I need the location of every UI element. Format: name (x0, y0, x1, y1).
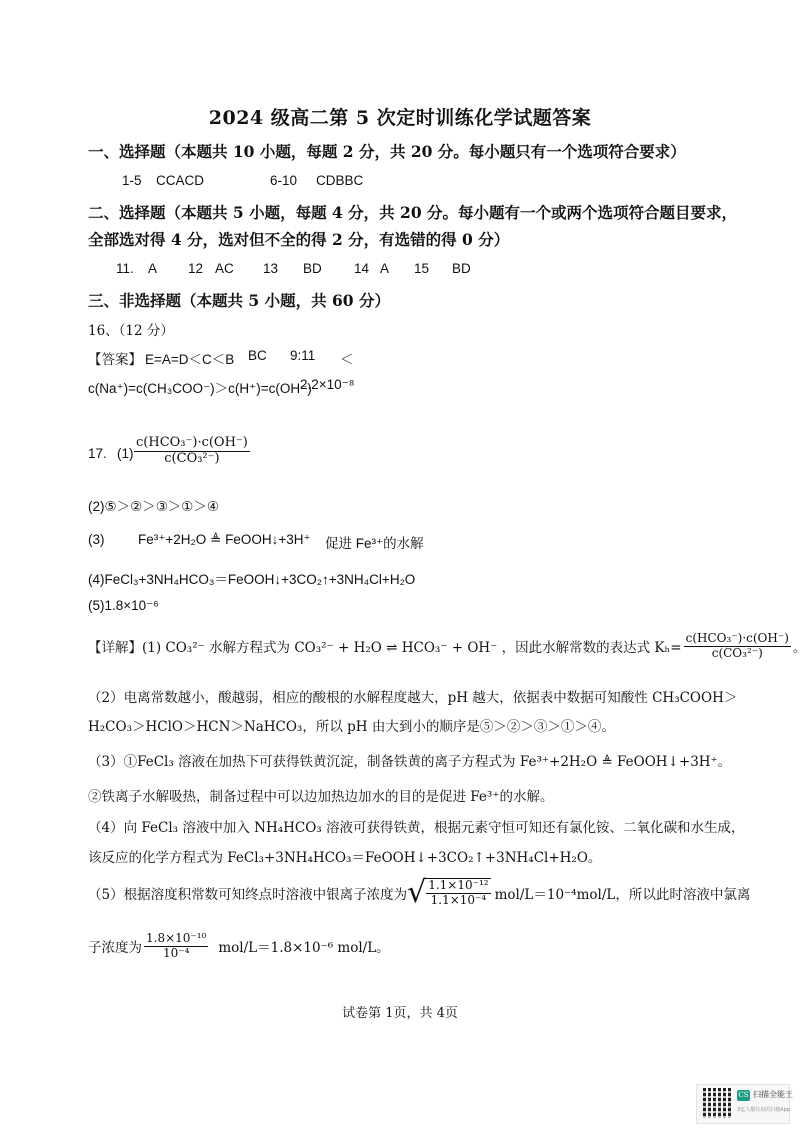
s2-ans-14: A (380, 261, 390, 276)
scanner-name: 扫描全能王 (753, 1090, 793, 1099)
section3-heading: 三、非选择题（本题共 5 小题，共 60 分） (88, 291, 390, 310)
s2-ans-15: BD (452, 261, 471, 276)
detail-1 (88, 632, 806, 661)
q17-p3-label: (3) (88, 532, 105, 547)
s2-no-11: 11. (116, 261, 134, 276)
q17-frac-den: c(CO₃²⁻) (164, 450, 220, 466)
detail-4-line2: 该反应的化学方程式为 FeCl₃+3NH₄HCO₃＝FeOOH↓+3CO₂↑+3NH₄Cl+H₂O。 (88, 850, 602, 866)
q16-ans2: BC (248, 348, 267, 363)
q16-label: 16、（12 分） (88, 323, 174, 339)
s2-no-14: 14 (354, 261, 370, 276)
q16-ans6: 2.2×10⁻⁸ (300, 377, 355, 392)
detail-5-line1: （5）根据溶度积常数可知终点时溶液中银离子浓度为 √ $\frac{\text{1.1×10⁻¹²}}{\text{1.1×10⁻⁴}}$ mol/L＝10⁻⁴mol/L，所以此时溶液中氯离 (88, 875, 751, 910)
q17-p3-eq: Fe³⁺+2H₂O ≜ FeOOH↓+3H⁺ (138, 532, 311, 547)
q17-p1: (1) (117, 446, 134, 461)
detail-5-den2: 10⁻⁴ (162, 945, 190, 960)
q16-ans3: 9:11 (290, 348, 316, 363)
q16-ans4: ＜ (340, 352, 354, 367)
scanner-watermark (696, 1084, 793, 1124)
s2-ans-12: AC (215, 261, 234, 276)
detail-2-line2: H₂CO₃＞HClO＞HCN＞NaHCO₃，所以 pH 由大到小的顺序是⑤＞②＞③＞①＞④。 (88, 719, 615, 735)
detail-1-den: c(CO₃²⁻) (711, 645, 763, 660)
section1-heading: 一、选择题（本题共 10 小题，每题 2 分，共 20 分。每小题只有一个选项符合要求） (88, 142, 686, 161)
detail-5-text-a: （5）根据溶度积常数可知终点时溶液中银离子浓度为 (88, 887, 408, 903)
page-title: 2024 级高二第 5 次定时训练化学试题答案 (208, 107, 592, 129)
detail-3-line1: （3）①FeCl₃ 溶液在加热下可获得铁黄沉淀，制备铁黄的离子方程式为 Fe³⁺+2H₂O ≜ FeOOH↓+3H⁺。 (88, 754, 732, 770)
detail-1-text: 【详解】(1) CO₃²⁻ 水解方程式为 CO₃²⁻ + H₂O ⇌ HCO₃⁻ + OH⁻ ，因此水解常数的表达式 Kₕ= (88, 640, 682, 657)
s2-ans-13: BD (303, 261, 322, 276)
scanner-logo-icon: CS (738, 1091, 749, 1099)
scanner-subtitle: 3亿人都在用的扫描App (737, 1107, 790, 1113)
detail-2-line1: （2）电离常数越小，酸越弱，相应的酸根的水解程度越大，pH 越大，依据表中数据可知酸性 CH₃COOH＞ (88, 690, 738, 706)
s2-no-12: 12 (188, 261, 204, 276)
page-footer: 试卷第 1页，共 4页 (342, 1006, 458, 1021)
s1-range1: 1-5 (122, 173, 142, 188)
detail-4-line1: （4）向 FeCl₃ 溶液中加入 NH₄HCO₃ 溶液可获得铁黄，根据元素守恒可知还有氯化铵、二氧化碳和水生成， (88, 820, 745, 836)
section2-heading-line1: 二、选择题（本题共 5 小题，每题 4 分，共 20 分。每小题有一个或两个选项符合题目要求， (88, 203, 738, 222)
q17-p3-note: 促进 Fe³⁺的水解 (325, 536, 424, 551)
q16-ans5: c(Na⁺)=c(CH₃COO⁻)＞c(H⁺)=c(OH⁻) (88, 381, 312, 396)
detail-5-text-d: mol/L＝1.8×10⁻⁶ mol/L。 (218, 940, 390, 957)
detail-5-line2 (88, 932, 390, 961)
q17-label: 17. (88, 446, 107, 461)
detail-5-den: 1.1×10⁻⁴ (430, 893, 487, 907)
q17-p2: (2)⑤＞②＞③＞①＞④ (88, 499, 220, 514)
s2-ans-11: A (148, 261, 158, 276)
s2-no-15: 15 (414, 261, 430, 276)
q17-fraction (132, 436, 252, 467)
detail-5-text-b: mol/L＝10⁻⁴mol/L，所以此时溶液中氯离 (494, 887, 751, 903)
s1-answers1: CCACD (156, 173, 205, 188)
detail-5-num: 1.1×10⁻¹² (428, 878, 489, 893)
q17-p5: (5)1.8×10⁻⁶ (88, 598, 159, 613)
q17-p4: (4)FeCl₃+3NH₄HCO₃＝FeOOH↓+3CO₂↑+3NH₄Cl+H₂O (88, 572, 416, 587)
detail-5-num2: 1.8×10⁻¹⁰ (146, 931, 207, 945)
s1-answers2: CDBBC (316, 173, 364, 188)
detail-1-end: 。 (792, 640, 806, 657)
detail-1-num: c(HCO₃⁻)·c(OH⁻) (685, 631, 789, 645)
s2-no-13: 13 (263, 261, 279, 276)
detail-3-line2: ②铁离子水解吸热，制备过程中可以边加热边加水的目的是促进 Fe³⁺的水解。 (88, 789, 554, 805)
detail-5-text-c: 子浓度为 (88, 940, 142, 957)
q16-answer-tag: 【答案】 (88, 352, 142, 368)
s1-range2: 6-10 (270, 173, 298, 188)
section2-heading-line2: 全部选对得 4 分，选对但不全的得 2 分，有选错的得 0 分） (88, 230, 510, 249)
q16-ans1: E=A=D＜C＜B (145, 352, 235, 367)
q17-frac-num: c(HCO₃⁻)·c(OH⁻) (136, 435, 248, 450)
